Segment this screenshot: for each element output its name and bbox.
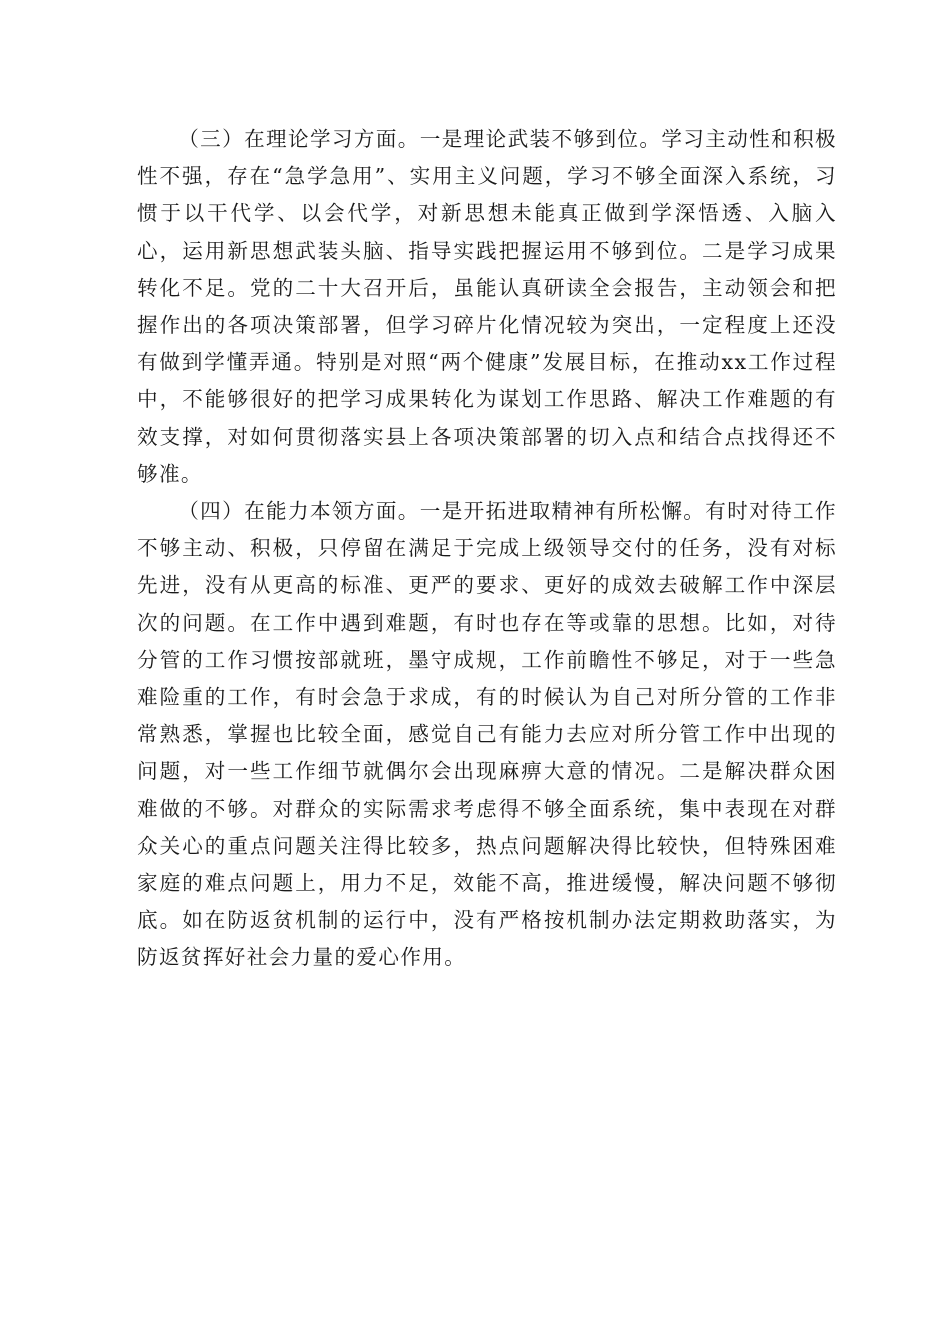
paragraph-ability: （四）在能力本领方面。一是开拓进取精神有所松懈。有时对待工作不够主动、积极，只停留在满足于完成上级领导交付的任务，没有对标先进，没有从更高的标准、更严的要求、更好的成效去破解工作中深层次的问题。在工作中遇到难题，有时也存在等或靠的思想。比如，对待分管的工作习惯按部就班，墨守成规，工作前瞻性不够足，对于一些急难险重的工作，有时会急于求成，有的时候认为自己对所分管的工作非常熟悉，掌握也比较全面，感觉自己有能力去应对所分管工作中出现的问题，对一些工作细节就偶尔会出现麻痹大意的情况。二是解决群众困难做的不够。对群众的实际需求考虑得不够全面系统，集中表现在对群众关心的重点问题关注得比较多，热点问题解决得比较快，但特殊困难家庭的难点问题上，用力不足，效能不高，推进缓慢，解决问题不够彻底。如在防返贫机制的运行中，没有严格按机制办法定期救助落实，为防返贫挥好社会力量的爱心作用。 (137, 499, 837, 970)
paragraph-theory-study: （三）在理论学习方面。一是理论武装不够到位。学习主动性和积极性不强，存在“急学急用”、实用主义问题，学习不够全面深入系统，习惯于以干代学、以会代学，对新思想未能真正做到学深悟透、入脑入心，运用新思想武装头脑、指导实践把握运用不够到位。二是学习成果转化不足。党的二十大召开后，虽能认真研读全会报告，主动领会和把握作出的各项决策部署，但学习碎片化情况较为突出，一定程度上还没有做到学懂弄通。特别是对照“两个健康”发展目标，在推动xx工作过程中，不能够很好的把学习成果转化为谋划工作思路、解决工作难题的有效支撑，对如何贯彻落实县上各项决策部署的切入点和结合点找得还不够准。 (137, 127, 837, 486)
document-body (137, 121, 837, 977)
